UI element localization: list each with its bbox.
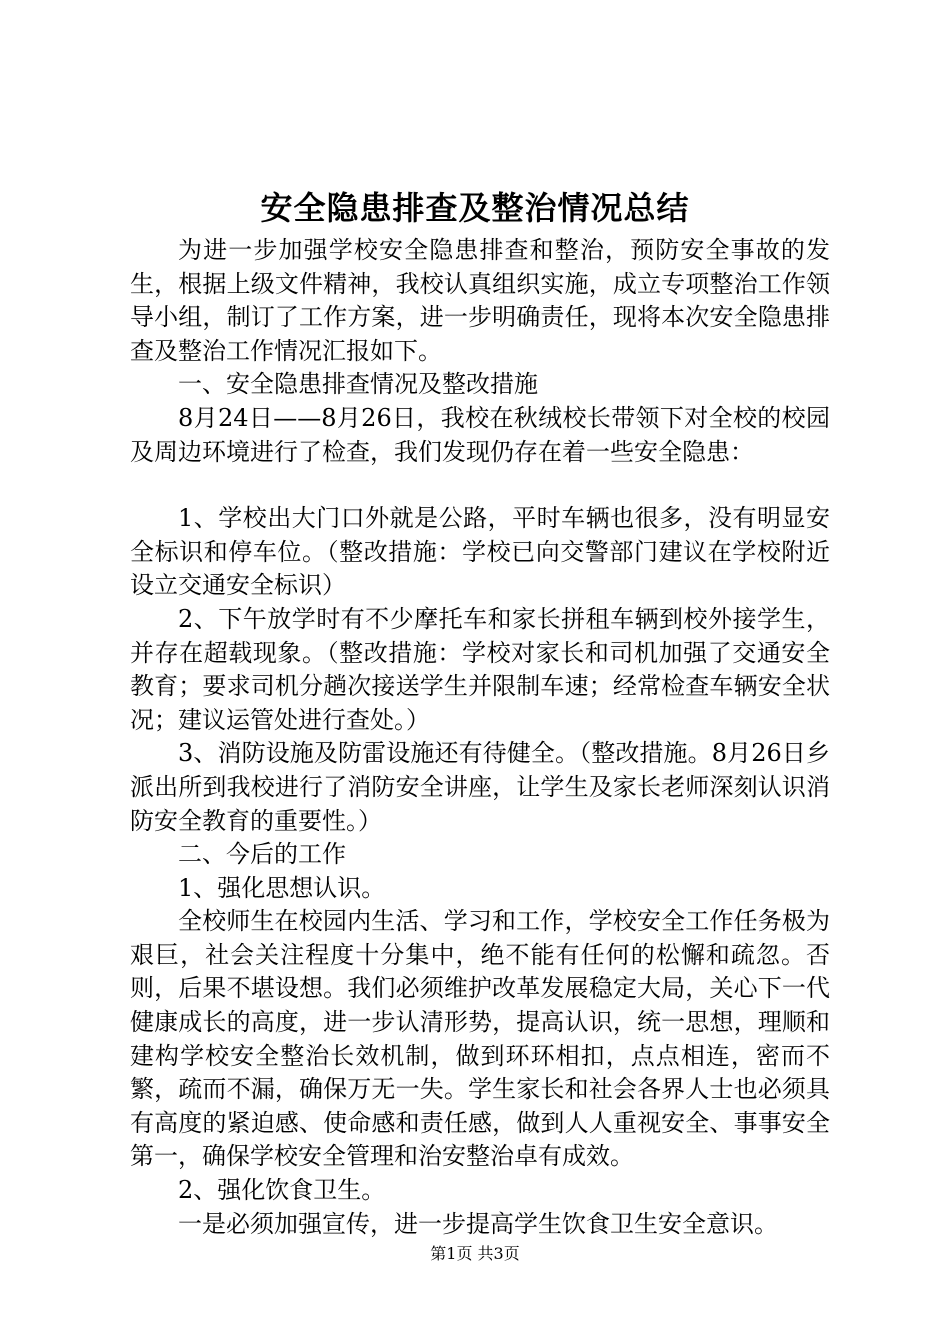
document-title: 安全隐患排查及整治情况总结	[260, 189, 690, 227]
section-heading-1: 一、安全隐患排查情况及整改措施	[178, 370, 538, 399]
paragraph-food-safety: 一是必须加强宣传，进一步提高学生饮食卫生安全意识。	[178, 1209, 778, 1238]
paragraph-inspection: 8月24日——8月26日，我校在秋绒校长带领下对全校的校园及周边环境进行了检查，我们发现仍存在着一些安全隐患：	[130, 403, 830, 466]
paragraph-issue-3: 3、消防设施及防雷设施还有待健全。（整改措施。8月26日乡派出所到我校进行了消防安全讲座，让学生及家长老师深刻认识消防安全教育的重要性。）	[130, 739, 830, 835]
document-body	[130, 234, 830, 1241]
paragraph-awareness: 全校师生在校园内生活、学习和工作，学校安全工作任务极为艰巨，社会关注程度十分集中，绝不能有任何的松懈和疏忽。否则，后果不堪设想。我们必须维护改革发展稳定大局，关心下一代健康成长的高度，进一步认清形势，提高认识，统一思想，理顺和建构学校安全整治长效机制，做到环环相扣，点点相连，密而不繁，疏而不漏，确保万无一失。学生家长和社会各界人士也必须具有高度的紧迫感、使命感和责任感，做到人人重视安全、事事安全第一，确保学校安全管理和治安整治卓有成效。	[130, 907, 830, 1171]
section-heading-2: 二、今后的工作	[178, 840, 346, 869]
paragraph-intro: 为进一步加强学校安全隐患排查和整治，预防安全事故的发生，根据上级文件精神，我校认真组织实施，成立专项整治工作领导小组，制订了工作方案，进一步明确责任，现将本次安全隐患排查及整治工作情况汇报如下。	[130, 236, 830, 365]
subheading-1: 1、强化思想认识。	[178, 873, 386, 902]
subheading-2: 2、强化饮食卫生。	[178, 1176, 386, 1205]
page-footer: 第1页 共3页	[430, 1244, 520, 1263]
paragraph-issue-1: 1、学校出大门口外就是公路，平时车辆也很多，没有明显安全标识和停车位。（整改措施：学校已向交警部门建议在学校附近设立交通安全标识）	[130, 504, 830, 600]
paragraph-issue-2: 2、下午放学时有不少摩托车和家长拼租车辆到校外接学生，并存在超载现象。（整改措施：学校对家长和司机加强了交通安全教育；要求司机分趟次接送学生并限制车速；经常检查车辆安全状况；建议运管处进行查处。）	[130, 604, 830, 734]
